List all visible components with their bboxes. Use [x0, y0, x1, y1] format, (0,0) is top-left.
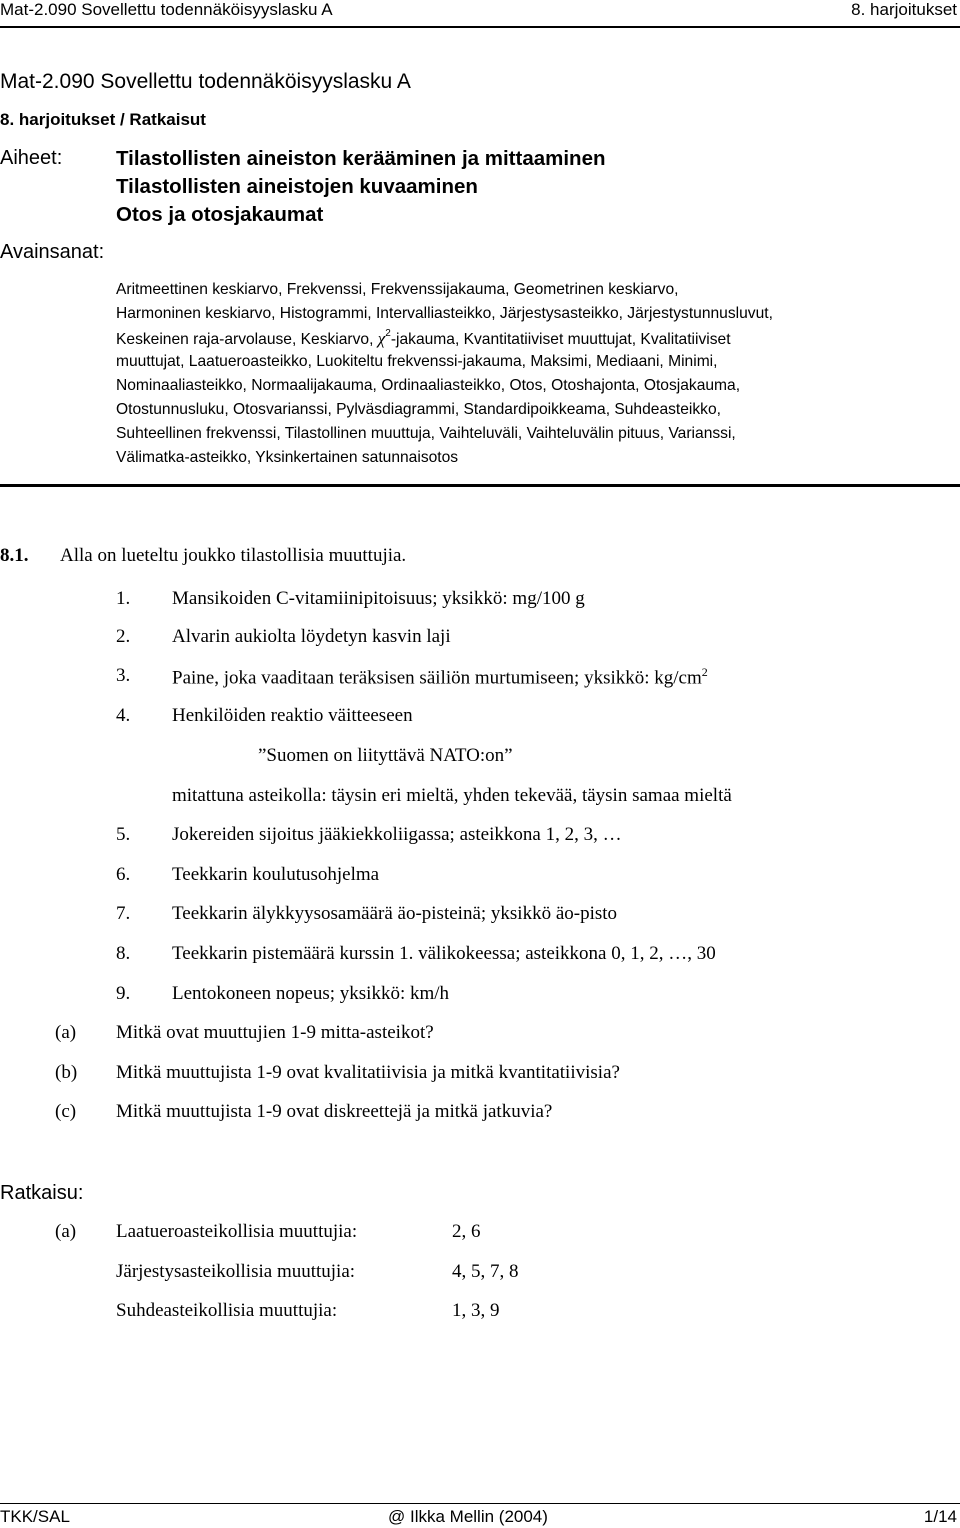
item-number: 4. [116, 705, 131, 726]
item-text: Teekkarin älykkyysosamäärä äo-pisteinä; yksikkö äo-pisto [172, 903, 618, 924]
scale-text: mitattuna asteikolla: täysin eri mieltä, yhden tekevää, täysin samaa mieltä [172, 785, 732, 806]
item-text: Teekkarin pistemäärä kurssin 1. välikokeessa; asteikkona 0, 1, 2, …, 30 [172, 943, 716, 964]
item-text: Teekkarin koulutusohjelma [172, 864, 380, 885]
keywords-line: Harmoninen keskiarvo, Histogrammi, Intervalliasteikko, Järjestysasteikko, Järjestystunnusluvut, [116, 305, 773, 322]
keywords-line: Nominaaliasteikko, Normaalijakauma, Ordinaaliasteikko, Otos, Otoshajonta, Otosjakauma, [116, 377, 741, 394]
solution-heading: Ratkaisu: [0, 1182, 84, 1204]
item-text [172, 665, 708, 689]
footer-divider [0, 1503, 960, 1504]
keywords-line [116, 329, 731, 349]
item-number: 1. [116, 588, 131, 609]
topic-line: Tilastollisten aineistojen kuvaaminen [116, 175, 478, 198]
item-text: Alvarin aukiolta löydetyn kasvin laji [172, 626, 451, 647]
chi-superscript: 2 [385, 327, 391, 339]
item-number: 9. [116, 983, 131, 1004]
question-label: (a) [55, 1022, 77, 1043]
keywords-line: Suhteellinen frekvenssi, Tilastollinen muuttuja, Vaihteluväli, Vaihteluvälin pituus, Varianssi, [116, 425, 736, 442]
chi-symbol: χ [377, 329, 386, 348]
problem-number: 8.1. [0, 545, 29, 566]
section-divider [0, 484, 960, 487]
question-text: Mitkä ovat muuttujien 1-9 mitta-asteikot? [116, 1022, 434, 1043]
item-number: 3. [116, 665, 131, 686]
problem-intro: Alla on lueteltu joukko tilastollisia muuttujia. [60, 545, 407, 566]
question-text: Mitkä muuttujista 1-9 ovat kvalitatiivisia ja mitkä kvantitatiivisia? [116, 1062, 620, 1083]
item-text: Henkilöiden reaktio väitteeseen [172, 705, 413, 726]
keywords-line-prefix: Keskeinen raja-arvolause, Keskiarvo, [116, 331, 378, 348]
question-label: (b) [55, 1062, 78, 1083]
item-number: 6. [116, 864, 131, 885]
solution-part-label: (a) [55, 1221, 77, 1242]
solution-row-value: 2, 6 [452, 1221, 481, 1242]
topic-line: Tilastollisten aineiston kerääminen ja mittaaminen [116, 147, 606, 170]
footer-left: TKK/SAL [0, 1507, 70, 1526]
item-number: 7. [116, 903, 131, 924]
question-label: (c) [55, 1101, 77, 1122]
footer-page-number: 1/14 [923, 1507, 957, 1526]
solution-row-value: 1, 3, 9 [452, 1300, 500, 1321]
header-divider [0, 26, 960, 28]
topic-line: Otos ja otosjakaumat [116, 203, 324, 226]
question-text: Mitkä muuttujista 1-9 ovat diskreettejä ja mitkä jatkuvia? [116, 1101, 553, 1122]
item-number: 8. [116, 943, 131, 964]
item-text: Mansikoiden C-vitamiinipitoisuus; yksikkö: mg/100 g [172, 588, 585, 609]
footer-center: @ Ilkka Mellin (2004) [388, 1507, 548, 1526]
keywords-line: Välimatka-asteikko, Yksinkertainen satunnaisotos [116, 449, 459, 466]
keywords-line: Otostunnusluku, Otosvarianssi, Pylväsdiagrammi, Standardipoikkeama, Suhdeasteikko, [116, 401, 721, 418]
solution-row-label: Laatueroasteikollisia muuttujia: [116, 1221, 358, 1242]
keywords-line: Aritmeettinen keskiarvo, Frekvenssi, Frekvenssijakauma, Geometrinen keskiarvo, [116, 281, 679, 298]
item-number: 5. [116, 824, 131, 845]
item-superscript: 2 [701, 665, 708, 679]
document-title: Mat-2.090 Sovellettu todennäköisyyslasku A [0, 70, 411, 93]
keywords-line: muuttujat, Laatueroasteikko, Luokiteltu frekvenssi-jakauma, Maksimi, Mediaani, Minimi, [116, 353, 718, 370]
header-course: Mat-2.090 Sovellettu todennäköisyyslasku A [0, 0, 333, 19]
document-subtitle: 8. harjoitukset / Ratkaisut [0, 110, 206, 129]
statement-quote: ”Suomen on liityttävä NATO:on” [258, 745, 513, 766]
solution-row-label: Suhdeasteikollisia muuttujia: [116, 1300, 338, 1321]
header-exercise: 8. harjoitukset [851, 0, 957, 19]
item-text: Jokereiden sijoitus jääkiekkoliigassa; asteikkona 1, 2, 3, … [172, 824, 622, 845]
avainsanat-label: Avainsanat: [0, 241, 105, 263]
item-number: 2. [116, 626, 131, 647]
item-text-main: Paine, joka vaaditaan teräksisen säiliön murtumiseen; yksikkö: kg/cm [172, 667, 702, 689]
keywords-line-suffix: -jakauma, Kvantitatiiviset muuttujat, Kvalitatiiviset [390, 331, 731, 348]
solution-row-value: 4, 5, 7, 8 [452, 1261, 519, 1282]
solution-row-label: Järjestysasteikollisia muuttujia: [116, 1261, 356, 1282]
item-text: Lentokoneen nopeus; yksikkö: km/h [172, 983, 450, 1004]
aiheet-label: Aiheet: [0, 147, 63, 169]
